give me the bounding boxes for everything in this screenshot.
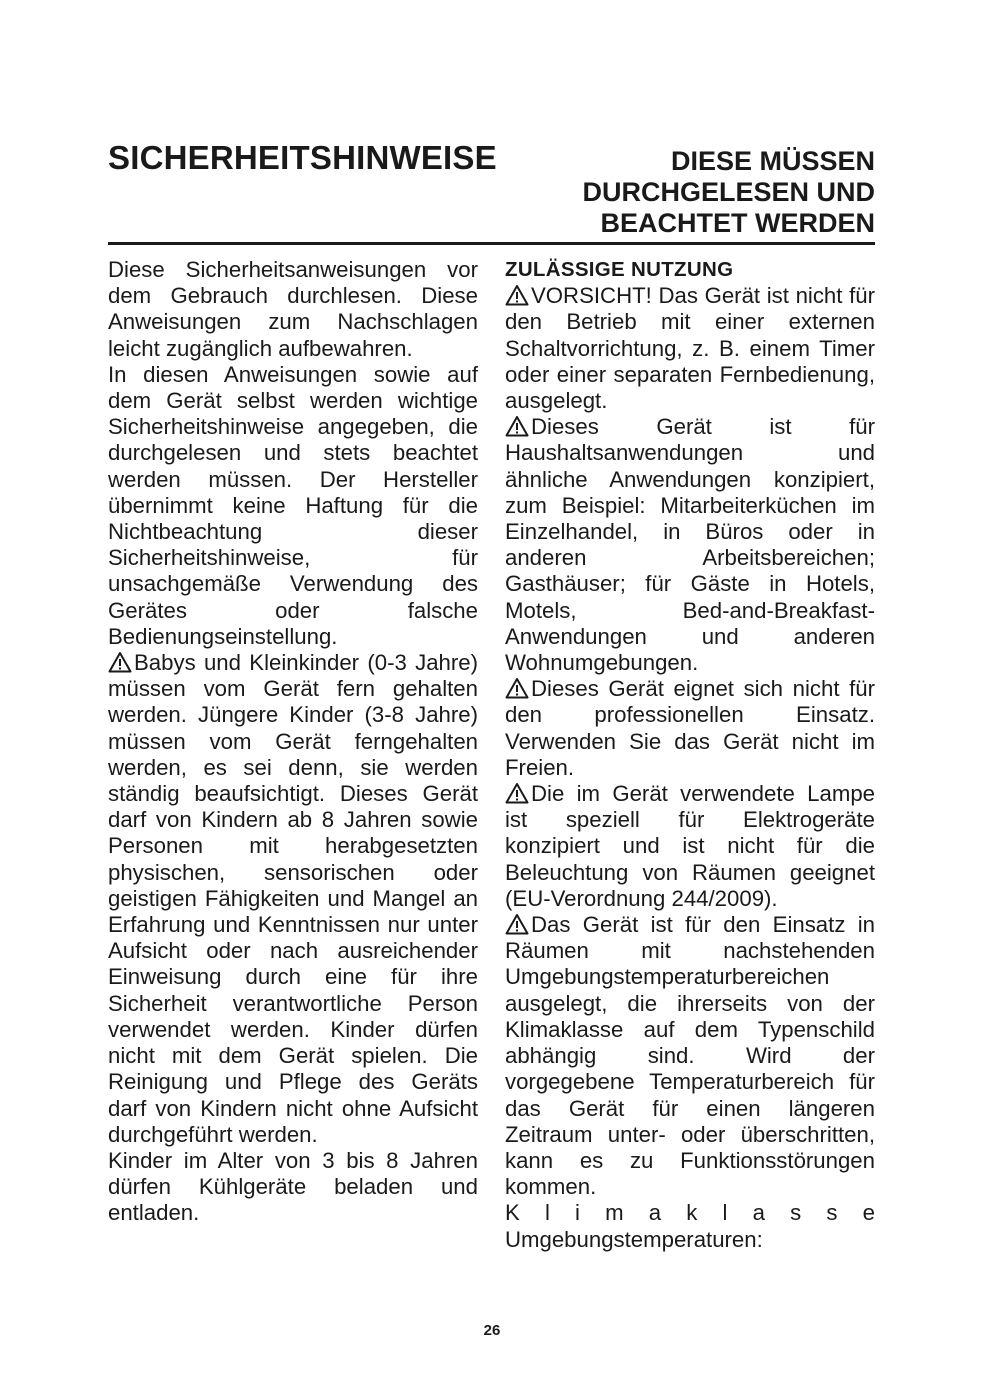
warning-triangle-icon [108, 651, 132, 673]
page-subtitle [515, 146, 875, 239]
section-heading-permitted-use: ZULÄSSIGE NUTZUNG [505, 258, 734, 281]
children-warning-paragraph [108, 650, 478, 1148]
children-loading-paragraph: Kinder im Alter von 3 bis 8 Jahren dürfen Kühlgeräte beladen und entladen. [108, 1147, 478, 1226]
household-use-text: Dieses Gerät ist für Haushaltsanwendungen und ähnliche Anwendungen konzipiert, zum Beispiel: Mitarbeiterküchen im Einzelhandel, in Büros oder in anderen Arbeitsbereichen; Gasthäuser; für Gäste in Hotels, Motels, Bed-and-Breakfast-Anwendungen und anderen Wohnumgebungen. [505, 414, 875, 676]
temperature-text: Das Gerät ist für den Einsatz in Räumen mit nachstehenden Umgebungstemperaturbereichen ausgelegt, die ihrerseits von der Klimaklasse auf dem Typenschild abhängig sind. Wird der vorgegebene Temperaturbereich für das Gerät für einen längeren Zeitraum unter- oder überschritten, kann es zu Funktionsstörungen kommen. [505, 912, 875, 1200]
temperature-paragraph [505, 912, 875, 1200]
warning-triangle-icon [505, 782, 529, 804]
manufacturer-paragraph: In diesen Anweisungen sowie auf dem Gerät selbst werden wichtige Sicherheitshinweise angegeben, die durchgelesen und stets beachtet werden müssen. Der Hersteller übernimmt keine Haftung für die Nichtbeachtung dieser Sicherheitshinweise, für unsachgemäße Verwendung des Gerätes oder falsche Bedienungseinstellung. [108, 361, 478, 649]
warning-triangle-icon [505, 284, 529, 306]
warning-triangle-icon [505, 677, 529, 699]
right-column [505, 257, 875, 1253]
left-column [108, 257, 478, 1227]
warning-triangle-icon [505, 415, 529, 437]
climate-class-label: K l i m a k l a s s e [505, 1200, 875, 1226]
warning-triangle-icon [505, 913, 529, 935]
household-use-paragraph [505, 414, 875, 676]
subtitle-line-2: DURCHGELESEN UND [582, 177, 875, 207]
professional-use-text: Dieses Gerät eignet sich nicht für den professionellen Einsatz. Verwenden Sie das Gerät nicht im Freien. [505, 676, 875, 780]
lamp-paragraph [505, 781, 875, 912]
page-title: SICHERHEITSHINWEISE [108, 139, 497, 176]
subtitle-line-1: DIESE MÜSSEN [670, 146, 875, 176]
intro-paragraph: Diese Sicherheitsanweisungen vor dem Gebrauch durchlesen. Diese Anweisungen zum Nachschlagen leicht zugänglich aufbewahren. [108, 257, 478, 361]
page-number: 26 [483, 1322, 501, 1339]
subtitle-line-3: BEACHTET WERDEN [600, 208, 875, 238]
lamp-text: Die im Gerät verwendete Lampe ist speziell für Elektrogeräte konzipiert und ist nicht für die Beleuchtung von Räumen geeignet (EU-Verordnung 244/2009). [505, 781, 875, 911]
professional-use-paragraph [505, 676, 875, 781]
ambient-temperatures-label: Umgebungstemperaturen: [505, 1226, 763, 1252]
children-warning-text: Babys und Kleinkinder (0-3 Jahre) müssen vom Gerät fern gehalten werden. Jüngere Kinder (3-8 Jahre) müssen vom Gerät ferngehalten werden, es sei denn, sie werden ständig beaufsichtigt. Dieses Gerät darf von Kindern ab 8 Jahren sowie Personen mit herabgesetzten physischen, sensorischen oder geistigen Fähigkeiten und Mangel an Erfahrung und Kenntnissen nur unter Aufsicht oder nach ausreichender Einweisung durch eine für ihre Sicherheit verantwortliche Person verwendet werden. Kinder dürfen nicht mit dem Gerät spielen. Die Reinigung und Pflege des Geräts darf von Kindern nicht ohne Aufsicht durchgeführt werden. [108, 650, 478, 1147]
caution-external-switch-text: VORSICHT! Das Gerät ist nicht für den Betrieb mit einer externen Schaltvorrichtung, z. B. einem Timer oder einer separaten Fernbedienung, ausgelegt. [505, 283, 875, 414]
caution-external-switch-paragraph [505, 283, 875, 414]
header-divider [108, 242, 875, 245]
